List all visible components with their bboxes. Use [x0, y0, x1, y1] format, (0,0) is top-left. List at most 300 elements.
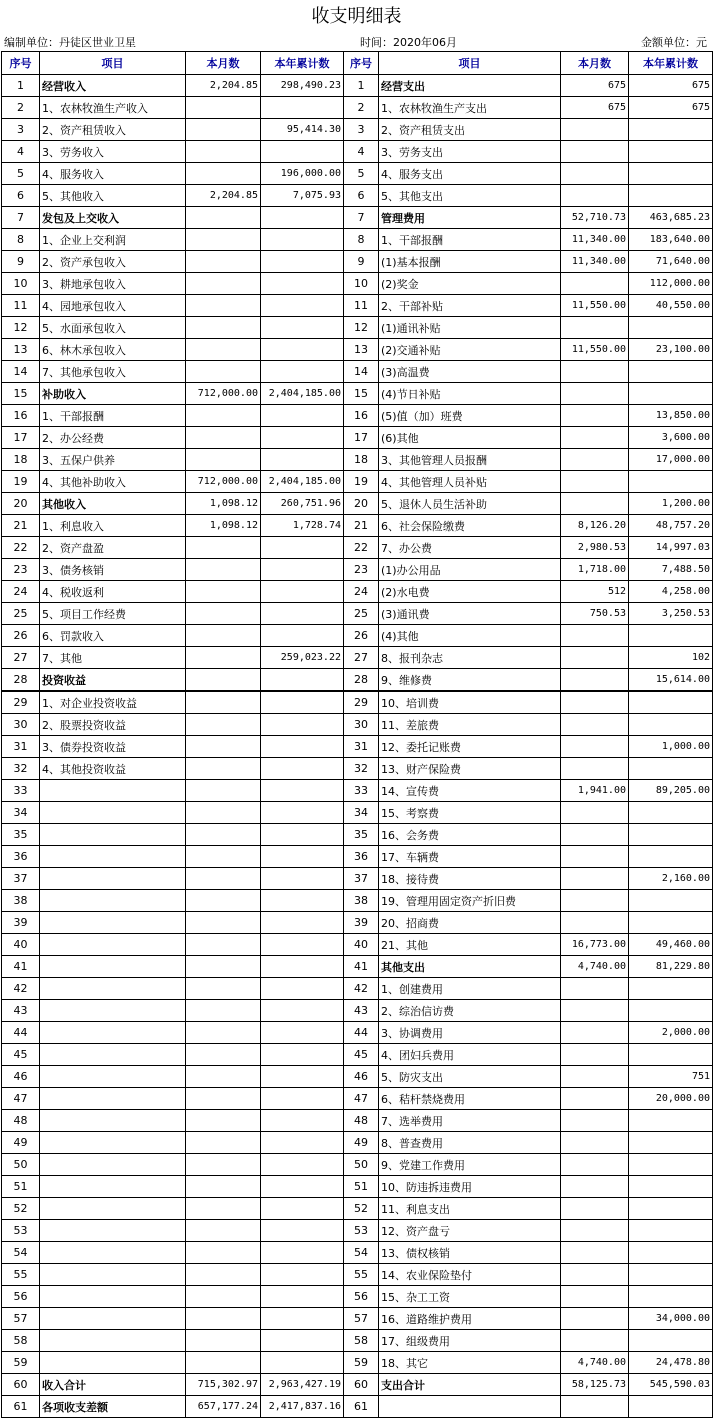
row-number: 7 [2, 207, 40, 229]
expense-month-value: 1,718.00 [561, 559, 629, 581]
table-row [2, 603, 713, 625]
expense-ytd-value: 183,640.00 [629, 229, 713, 251]
expense-ytd-value [629, 912, 713, 934]
income-item [40, 1154, 186, 1176]
income-item [40, 1110, 186, 1132]
expense-month-value: 750.53 [561, 603, 629, 625]
income-item [40, 1264, 186, 1286]
expense-item: 13、债权核销 [379, 1242, 561, 1264]
row-number: 4 [2, 141, 40, 163]
expense-item [379, 1396, 561, 1418]
income-month-value [186, 339, 261, 361]
income-month-value [186, 912, 261, 934]
income-month-value [186, 141, 261, 163]
table-row [2, 1066, 713, 1088]
table-row [2, 978, 713, 1000]
row-number: 55 [2, 1264, 40, 1286]
income-month-value [186, 97, 261, 119]
income-ytd-value [261, 846, 344, 868]
income-item [40, 978, 186, 1000]
table-row [2, 1286, 713, 1308]
row-number-right: 28 [344, 669, 379, 692]
row-number-right: 23 [344, 559, 379, 581]
income-ytd-value: 196,000.00 [261, 163, 344, 185]
expense-ytd-value [629, 978, 713, 1000]
income-item [40, 1198, 186, 1220]
expense-month-value [561, 736, 629, 758]
expense-month-value [561, 1088, 629, 1110]
expense-month-value [561, 383, 629, 405]
income-item [40, 1176, 186, 1198]
expense-month-value [561, 1022, 629, 1044]
expense-item: 2、干部补贴 [379, 295, 561, 317]
table-row [2, 163, 713, 185]
expense-item: (2)交通补贴 [379, 339, 561, 361]
row-number: 58 [2, 1330, 40, 1352]
expense-item: 11、差旅费 [379, 714, 561, 736]
expense-ytd-value [629, 1330, 713, 1352]
expense-item: 管理费用 [379, 207, 561, 229]
row-number-right: 43 [344, 1000, 379, 1022]
row-number: 45 [2, 1044, 40, 1066]
income-item [40, 1088, 186, 1110]
income-ytd-value [261, 780, 344, 802]
expense-item: 5、退休人员生活补助 [379, 493, 561, 515]
income-month-value: 715,302.97 [186, 1374, 261, 1396]
income-ytd-value [261, 758, 344, 780]
income-ytd-value [261, 273, 344, 295]
expense-item: (2)奖金 [379, 273, 561, 295]
row-number-right: 50 [344, 1154, 379, 1176]
expense-month-value [561, 978, 629, 1000]
table-row [2, 251, 713, 273]
income-month-value [186, 559, 261, 581]
table-row [2, 1374, 713, 1396]
income-ytd-value [261, 295, 344, 317]
income-item: 2、资产盘盈 [40, 537, 186, 559]
expense-item: 14、宣传费 [379, 780, 561, 802]
expense-ytd-value [629, 1176, 713, 1198]
expense-ytd-value [629, 1396, 713, 1418]
row-number-right: 3 [344, 119, 379, 141]
income-ytd-value [261, 317, 344, 339]
row-number: 60 [2, 1374, 40, 1396]
expense-ytd-value [629, 890, 713, 912]
income-ytd-value [261, 537, 344, 559]
row-number: 32 [2, 758, 40, 780]
income-item [40, 824, 186, 846]
income-item: 发包及上交收入 [40, 207, 186, 229]
expense-month-value [561, 758, 629, 780]
income-month-value [186, 1220, 261, 1242]
expense-ytd-value: 2,000.00 [629, 1022, 713, 1044]
income-month-value: 2,204.85 [186, 75, 261, 97]
income-item: 4、其他投资收益 [40, 758, 186, 780]
row-number: 28 [2, 669, 40, 692]
income-month-value [186, 1132, 261, 1154]
row-number: 10 [2, 273, 40, 295]
expense-item: 10、防违拆违费用 [379, 1176, 561, 1198]
table-row [2, 868, 713, 890]
row-number-right: 32 [344, 758, 379, 780]
expense-ytd-value [629, 383, 713, 405]
income-ytd-value [261, 1022, 344, 1044]
income-item: 2、资产承包收入 [40, 251, 186, 273]
expense-month-value [561, 802, 629, 824]
expense-item: 4、其他管理人员补贴 [379, 471, 561, 493]
expense-item: (2)水电费 [379, 581, 561, 603]
row-number: 35 [2, 824, 40, 846]
row-number: 47 [2, 1088, 40, 1110]
col-header-ytd-right: 本年累计数 [629, 52, 713, 75]
row-number: 9 [2, 251, 40, 273]
row-number-right: 11 [344, 295, 379, 317]
expense-item: 4、服务支出 [379, 163, 561, 185]
expense-month-value [561, 669, 629, 692]
row-number: 19 [2, 471, 40, 493]
expense-ytd-value: 3,600.00 [629, 427, 713, 449]
col-header-no-right: 序号 [344, 52, 379, 75]
expense-month-value [561, 1198, 629, 1220]
row-number-right: 29 [344, 691, 379, 714]
row-number-right: 5 [344, 163, 379, 185]
expense-item: 2、资产租赁支出 [379, 119, 561, 141]
income-item [40, 934, 186, 956]
income-month-value [186, 1352, 261, 1374]
expense-item: 1、农林牧渔生产支出 [379, 97, 561, 119]
expense-month-value [561, 714, 629, 736]
table-row [2, 1000, 713, 1022]
row-number: 2 [2, 97, 40, 119]
row-number: 41 [2, 956, 40, 978]
income-ytd-value [261, 934, 344, 956]
income-ytd-value [261, 207, 344, 229]
income-ytd-value [261, 449, 344, 471]
income-month-value [186, 1308, 261, 1330]
expense-item: 12、委托记账费 [379, 736, 561, 758]
income-month-value [186, 1198, 261, 1220]
table-row [2, 1022, 713, 1044]
income-ytd-value [261, 978, 344, 1000]
row-number-right: 35 [344, 824, 379, 846]
expense-item: 9、维修费 [379, 669, 561, 692]
expense-ytd-value: 2,160.00 [629, 868, 713, 890]
income-item: 7、其他 [40, 647, 186, 669]
row-number: 56 [2, 1286, 40, 1308]
income-month-value [186, 956, 261, 978]
expense-month-value: 11,550.00 [561, 295, 629, 317]
table-row [2, 1220, 713, 1242]
expense-month-value [561, 141, 629, 163]
income-item: 2、办公经费 [40, 427, 186, 449]
row-number: 12 [2, 317, 40, 339]
income-month-value [186, 625, 261, 647]
expense-month-value [561, 1308, 629, 1330]
income-ytd-value [261, 251, 344, 273]
row-number-right: 57 [344, 1308, 379, 1330]
row-number: 15 [2, 383, 40, 405]
income-ytd-value: 260,751.96 [261, 493, 344, 515]
row-number-right: 44 [344, 1022, 379, 1044]
expense-ytd-value [629, 471, 713, 493]
income-ytd-value: 298,490.23 [261, 75, 344, 97]
row-number-right: 9 [344, 251, 379, 273]
income-month-value [186, 427, 261, 449]
expense-month-value [561, 1330, 629, 1352]
expense-item: 13、财产保险费 [379, 758, 561, 780]
expense-month-value: 11,550.00 [561, 339, 629, 361]
income-ytd-value [261, 1220, 344, 1242]
income-ytd-value: 259,023.22 [261, 647, 344, 669]
row-number-right: 20 [344, 493, 379, 515]
expense-ytd-value [629, 185, 713, 207]
row-number-right: 25 [344, 603, 379, 625]
row-number-right: 60 [344, 1374, 379, 1396]
row-number: 27 [2, 647, 40, 669]
row-number-right: 33 [344, 780, 379, 802]
expense-item: 3、其他管理人员报酬 [379, 449, 561, 471]
table-row [2, 471, 713, 493]
income-month-value [186, 1066, 261, 1088]
table-row [2, 537, 713, 559]
row-number-right: 45 [344, 1044, 379, 1066]
expense-month-value [561, 824, 629, 846]
expense-item: 18、接待费 [379, 868, 561, 890]
row-number: 26 [2, 625, 40, 647]
expense-ytd-value: 751 [629, 1066, 713, 1088]
expense-item: 6、秸杆禁烧费用 [379, 1088, 561, 1110]
expense-month-value [561, 317, 629, 339]
expense-ytd-value [629, 1264, 713, 1286]
table-row [2, 339, 713, 361]
expense-ytd-value: 89,205.00 [629, 780, 713, 802]
income-ytd-value [261, 1154, 344, 1176]
expense-item: 支出合计 [379, 1374, 561, 1396]
income-ytd-value [261, 1000, 344, 1022]
table-row [2, 1264, 713, 1286]
income-item: 3、债务核销 [40, 559, 186, 581]
income-item: 3、五保户供养 [40, 449, 186, 471]
expense-ytd-value: 17,000.00 [629, 449, 713, 471]
expense-ytd-value: 81,229.80 [629, 956, 713, 978]
income-ytd-value [261, 1352, 344, 1374]
expense-month-value [561, 647, 629, 669]
row-number-right: 34 [344, 802, 379, 824]
expense-month-value [561, 1396, 629, 1418]
row-number-right: 38 [344, 890, 379, 912]
income-month-value [186, 1330, 261, 1352]
income-item: 经营收入 [40, 75, 186, 97]
table-row [2, 119, 713, 141]
income-ytd-value [261, 1110, 344, 1132]
row-number: 29 [2, 691, 40, 714]
expense-ytd-value: 15,614.00 [629, 669, 713, 692]
income-item: 3、债券投资收益 [40, 736, 186, 758]
income-ytd-value: 7,075.93 [261, 185, 344, 207]
row-number: 36 [2, 846, 40, 868]
income-month-value: 712,000.00 [186, 471, 261, 493]
income-month-value [186, 405, 261, 427]
table-row [2, 625, 713, 647]
table-row [2, 758, 713, 780]
expense-month-value [561, 185, 629, 207]
income-month-value [186, 714, 261, 736]
table-row [2, 780, 713, 802]
row-number-right: 42 [344, 978, 379, 1000]
expense-item: 16、道路维护费用 [379, 1308, 561, 1330]
expense-item: 7、选举费用 [379, 1110, 561, 1132]
income-month-value: 2,204.85 [186, 185, 261, 207]
row-number-right: 21 [344, 515, 379, 537]
income-ytd-value [261, 824, 344, 846]
row-number-right: 30 [344, 714, 379, 736]
income-item [40, 1132, 186, 1154]
row-number-right: 10 [344, 273, 379, 295]
table-row [2, 405, 713, 427]
row-number-right: 1 [344, 75, 379, 97]
income-item: 1、企业上交利润 [40, 229, 186, 251]
table-row [2, 317, 713, 339]
expense-item: 16、会务费 [379, 824, 561, 846]
income-ytd-value [261, 1308, 344, 1330]
table-row [2, 1308, 713, 1330]
row-number: 24 [2, 581, 40, 603]
expense-ytd-value: 112,000.00 [629, 273, 713, 295]
income-ytd-value [261, 912, 344, 934]
col-header-item-right: 项目 [379, 52, 561, 75]
income-item [40, 1000, 186, 1022]
row-number: 8 [2, 229, 40, 251]
income-item: 4、园地承包收入 [40, 295, 186, 317]
expense-ytd-value: 49,460.00 [629, 934, 713, 956]
expense-item: 12、资产盘亏 [379, 1220, 561, 1242]
row-number-right: 47 [344, 1088, 379, 1110]
table-row [2, 1176, 713, 1198]
income-month-value [186, 119, 261, 141]
income-item [40, 1022, 186, 1044]
income-item [40, 780, 186, 802]
expense-ytd-value: 102 [629, 647, 713, 669]
expense-ytd-value: 1,200.00 [629, 493, 713, 515]
expense-ytd-value [629, 625, 713, 647]
income-month-value [186, 1044, 261, 1066]
row-number-right: 24 [344, 581, 379, 603]
income-ytd-value [261, 361, 344, 383]
row-number-right: 61 [344, 1396, 379, 1418]
income-ytd-value: 2,963,427.19 [261, 1374, 344, 1396]
income-expense-table [1, 51, 713, 1418]
income-ytd-value [261, 1330, 344, 1352]
row-number: 46 [2, 1066, 40, 1088]
table-row [2, 1110, 713, 1132]
income-item [40, 912, 186, 934]
expense-item: 4、团妇兵费用 [379, 1044, 561, 1066]
expense-item: 10、培训费 [379, 691, 561, 714]
expense-month-value: 8,126.20 [561, 515, 629, 537]
expense-month-value: 16,773.00 [561, 934, 629, 956]
expense-month-value: 11,340.00 [561, 229, 629, 251]
expense-ytd-value [629, 1198, 713, 1220]
income-month-value [186, 229, 261, 251]
income-month-value [186, 1110, 261, 1132]
income-ytd-value [261, 339, 344, 361]
expense-ytd-value [629, 758, 713, 780]
expense-item: 17、组级费用 [379, 1330, 561, 1352]
income-item [40, 1286, 186, 1308]
expense-month-value [561, 471, 629, 493]
income-item: 5、水面承包收入 [40, 317, 186, 339]
income-ytd-value [261, 97, 344, 119]
row-number: 61 [2, 1396, 40, 1418]
income-item: 各项收支差额 [40, 1396, 186, 1418]
expense-month-value [561, 691, 629, 714]
row-number: 21 [2, 515, 40, 537]
row-number: 17 [2, 427, 40, 449]
row-number: 18 [2, 449, 40, 471]
expense-item: 20、招商费 [379, 912, 561, 934]
income-ytd-value [261, 1286, 344, 1308]
income-item: 6、林木承包收入 [40, 339, 186, 361]
table-row [2, 273, 713, 295]
row-number: 1 [2, 75, 40, 97]
row-number: 44 [2, 1022, 40, 1044]
row-number-right: 37 [344, 868, 379, 890]
expense-item: 5、防灾支出 [379, 1066, 561, 1088]
expense-month-value: 4,740.00 [561, 1352, 629, 1374]
col-header-month-right: 本月数 [561, 52, 629, 75]
expense-item: (4)其他 [379, 625, 561, 647]
expense-item: 1、创建费用 [379, 978, 561, 1000]
row-number-right: 7 [344, 207, 379, 229]
income-item: 6、罚款收入 [40, 625, 186, 647]
table-row [2, 934, 713, 956]
income-month-value [186, 669, 261, 692]
expense-ytd-value [629, 802, 713, 824]
table-row [2, 361, 713, 383]
time-label: 时间：2020年06月 [360, 36, 457, 49]
income-month-value [186, 890, 261, 912]
row-number: 11 [2, 295, 40, 317]
row-number-right: 26 [344, 625, 379, 647]
row-number: 20 [2, 493, 40, 515]
income-month-value [186, 978, 261, 1000]
expense-month-value: 675 [561, 97, 629, 119]
income-month-value [186, 824, 261, 846]
row-number-right: 48 [344, 1110, 379, 1132]
expense-month-value [561, 1132, 629, 1154]
expense-ytd-value [629, 141, 713, 163]
row-number: 25 [2, 603, 40, 625]
income-month-value [186, 1154, 261, 1176]
income-month-value: 657,177.24 [186, 1396, 261, 1418]
row-number: 43 [2, 1000, 40, 1022]
income-month-value [186, 1022, 261, 1044]
expense-item: 3、协调费用 [379, 1022, 561, 1044]
expense-ytd-value: 675 [629, 75, 713, 97]
income-item: 1、农林牧渔生产收入 [40, 97, 186, 119]
income-item: 收入合计 [40, 1374, 186, 1396]
income-item [40, 846, 186, 868]
table-row [2, 669, 713, 692]
income-item: 5、其他收入 [40, 185, 186, 207]
row-number: 59 [2, 1352, 40, 1374]
income-ytd-value [261, 1088, 344, 1110]
expense-month-value [561, 625, 629, 647]
expense-month-value: 11,340.00 [561, 251, 629, 273]
currency-label: 金额单位：元 [641, 36, 707, 49]
income-month-value [186, 780, 261, 802]
income-month-value [186, 581, 261, 603]
